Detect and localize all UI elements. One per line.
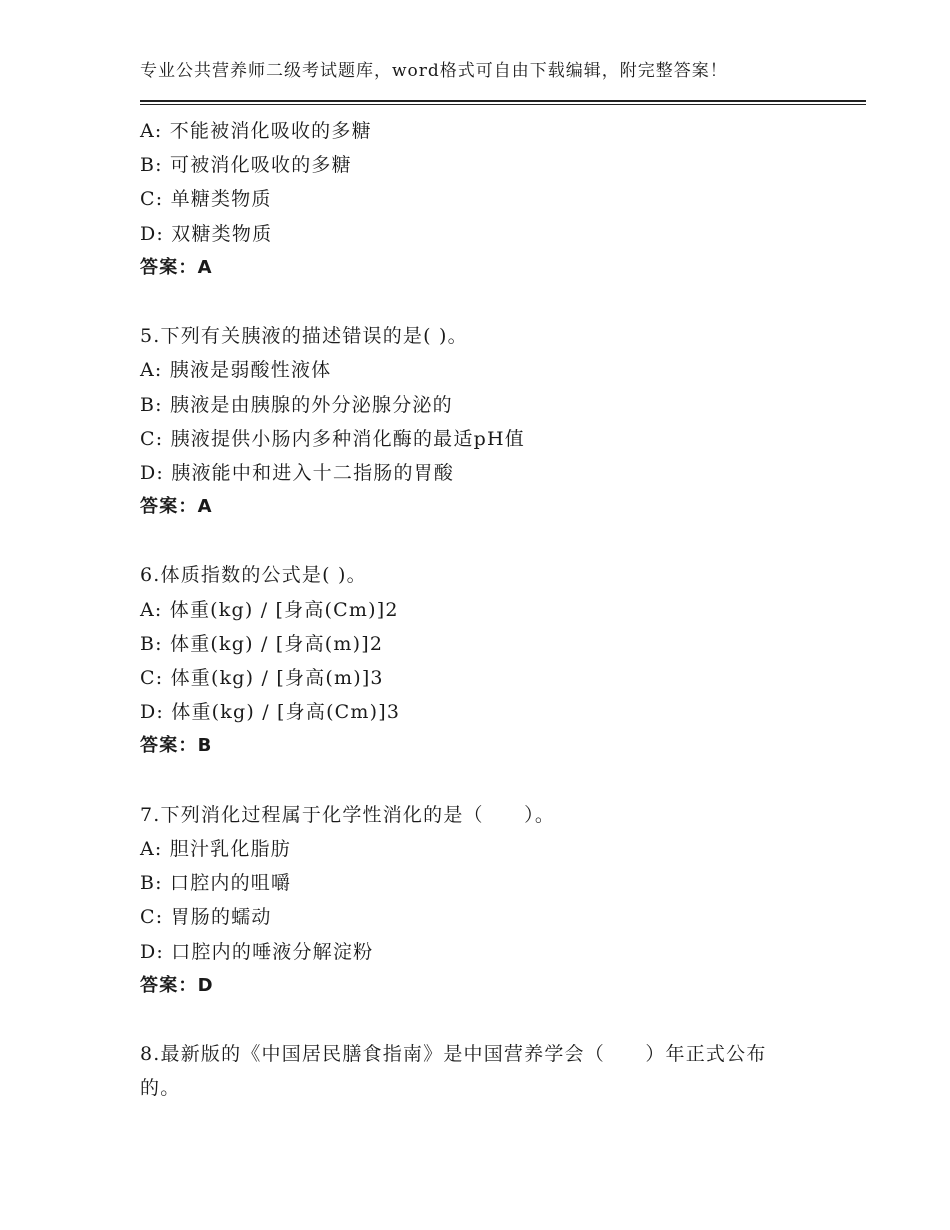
answer-line: 答案：B [140, 735, 213, 757]
question-list [140, 114, 860, 1105]
option-d: D: 双糖类物质 [140, 222, 273, 245]
option-b: B: 胰液是由胰腺的外分泌腺分泌的 [140, 393, 453, 416]
answer-line: 答案：D [140, 974, 214, 996]
question-stem: 6.体质指数的公式是( )。 [140, 564, 367, 587]
option-d: D: 体重(kg) / [身高(Cm)]3 [140, 701, 401, 724]
option-d: D: 口腔内的唾液分解淀粉 [140, 940, 374, 963]
option-c: C: 胰液提供小肠内多种消化酶的最适pH值 [140, 427, 525, 450]
spacer [140, 524, 860, 558]
question-stem: 7.下列消化过程属于化学性消化的是（ ）。 [140, 803, 556, 826]
spacer [140, 764, 860, 798]
option-c: C: 体重(kg) / [身高(m)]3 [140, 667, 384, 689]
spacer [140, 285, 860, 319]
answer-line: 答案：A [140, 256, 213, 278]
header-rule-thick [140, 100, 866, 102]
page-header: 专业公共营养师二级考试题库，word格式可自由下载编辑，附完整答案！ [140, 61, 728, 81]
option-b: B: 可被消化吸收的多糖 [140, 154, 352, 177]
answer-line: 答案：A [140, 496, 213, 518]
option-c: C: 单糖类物质 [140, 188, 272, 211]
question-block [140, 114, 860, 285]
option-a: A: 胆汁乳化脂肪 [140, 837, 291, 860]
header-rule-thin [140, 104, 866, 105]
question-block [140, 558, 860, 763]
question-block [140, 1037, 860, 1105]
option-c: C: 胃肠的蠕动 [140, 906, 272, 929]
question-block [140, 319, 860, 524]
question-stem: 8.最新版的《中国居民膳食指南》是中国营养学会（ ）年正式公布的。 [140, 1043, 767, 1100]
spacer [140, 1003, 860, 1037]
option-a: A: 不能被消化吸收的多糖 [140, 120, 372, 142]
option-d: D: 胰液能中和进入十二指肠的胃酸 [140, 461, 455, 484]
option-b: B: 口腔内的咀嚼 [140, 872, 292, 895]
question-stem: 5.下列有关胰液的描述错误的是( )。 [140, 325, 468, 348]
option-b: B: 体重(kg) / [身高(m)]2 [140, 632, 384, 655]
question-block [140, 798, 860, 1003]
option-a: A: 胰液是弱酸性液体 [140, 359, 332, 382]
option-a: A: 体重(kg) / [身高(Cm)]2 [140, 598, 399, 621]
